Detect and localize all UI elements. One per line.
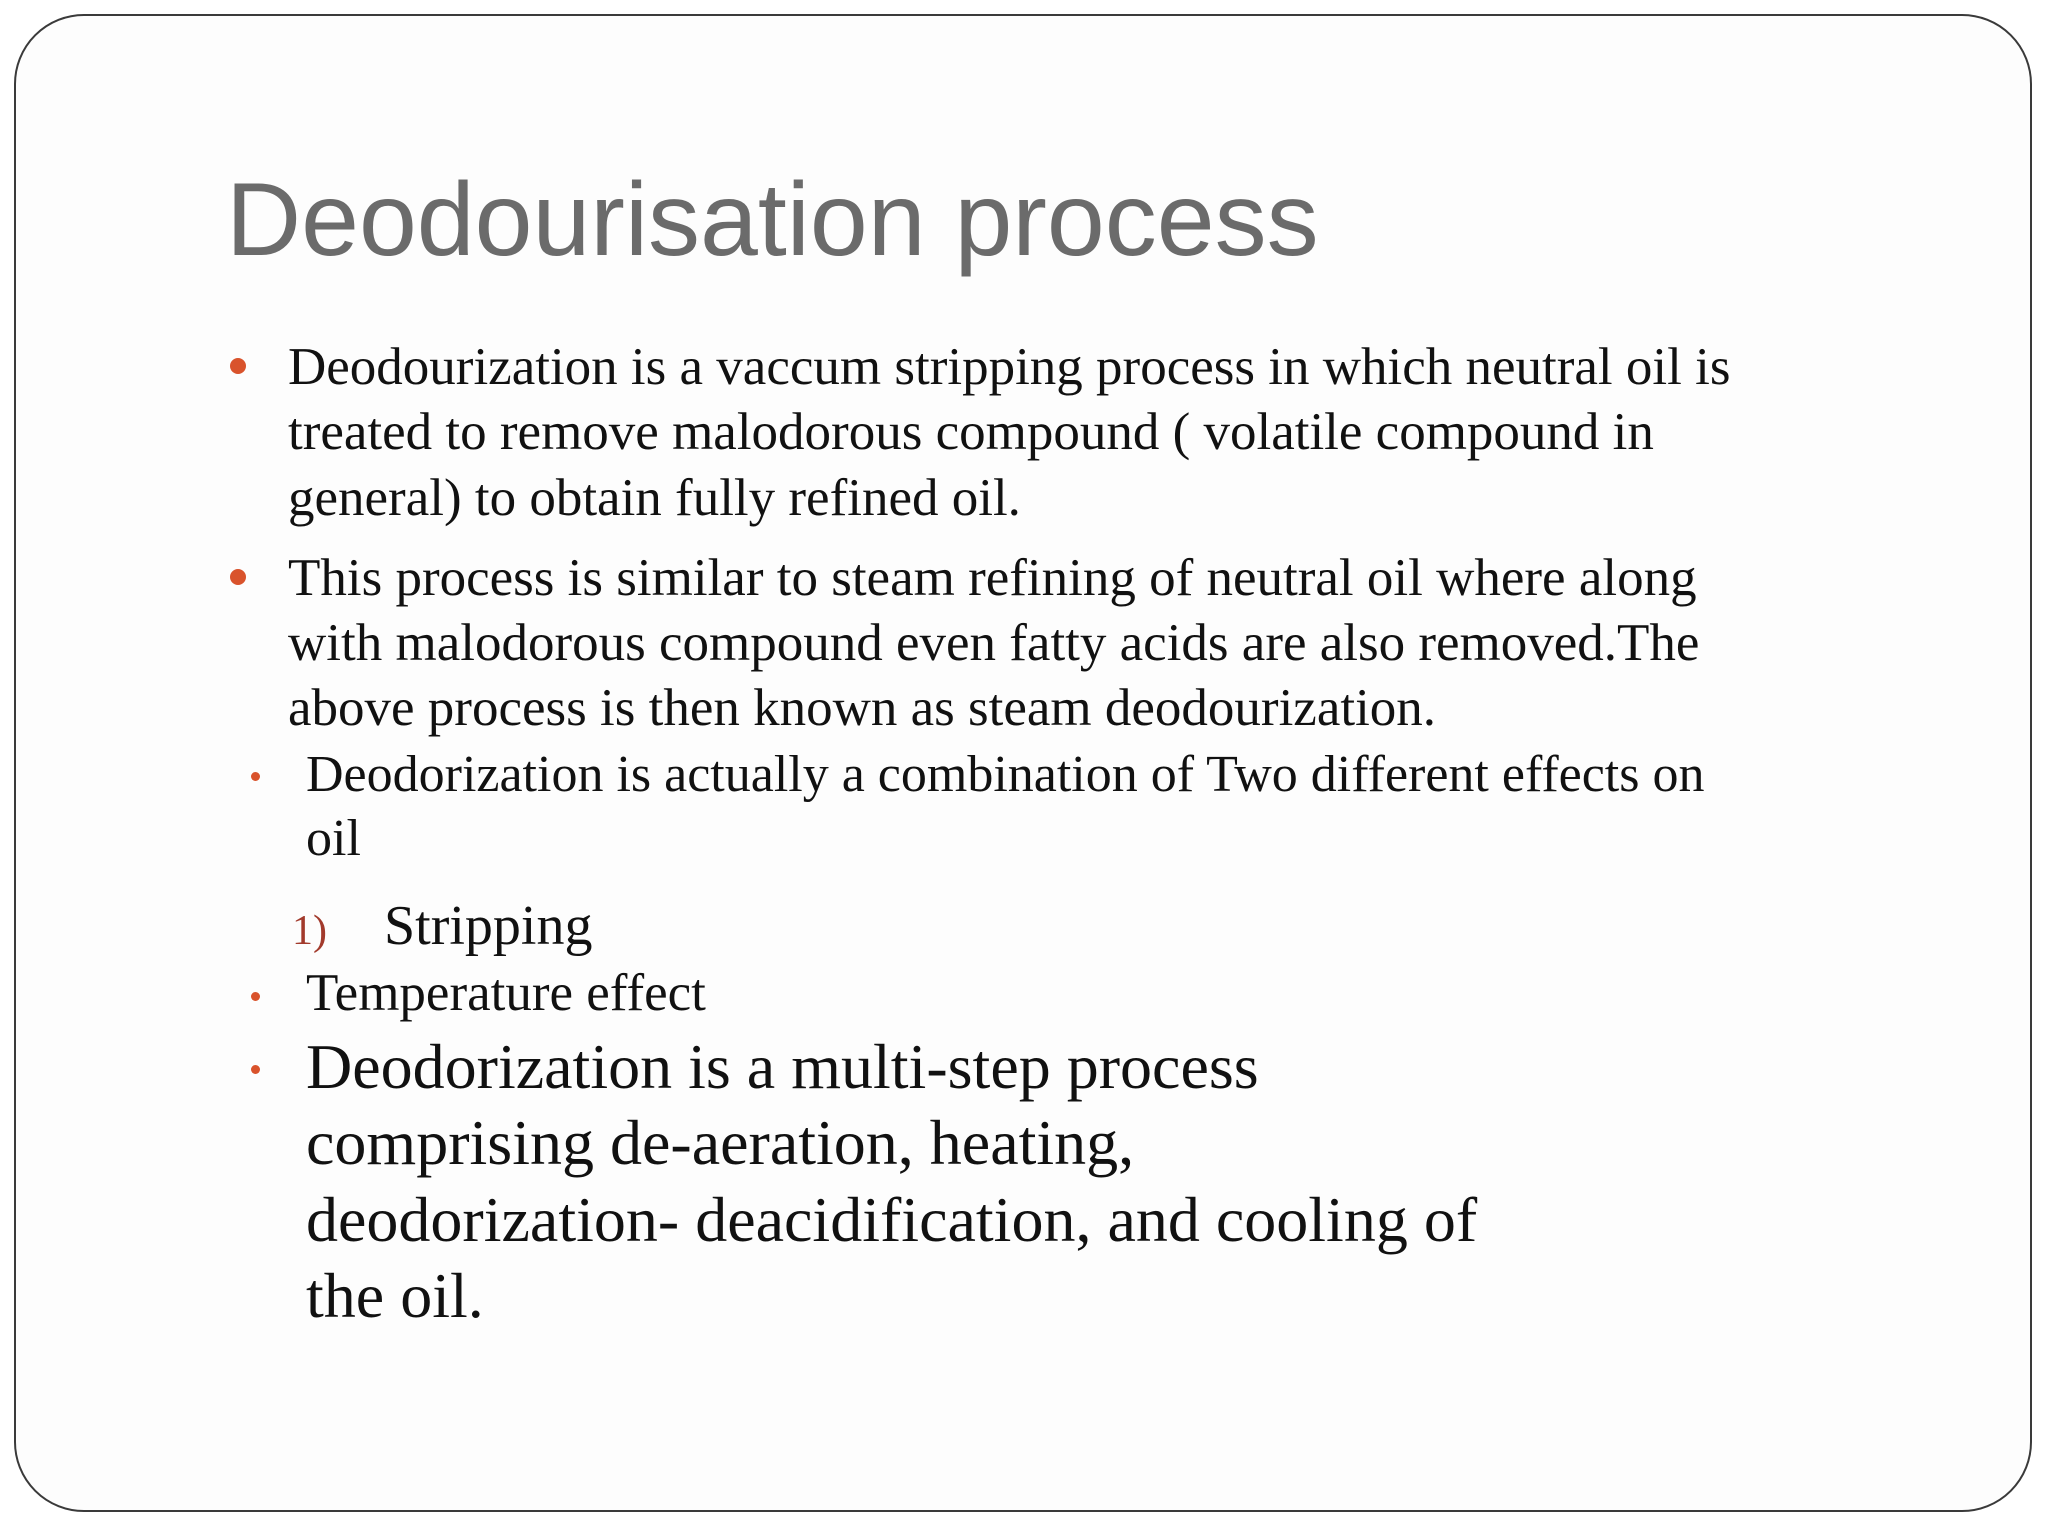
bullet-3-line-2: oil <box>306 810 361 867</box>
bullet-dot-icon <box>251 772 260 781</box>
bullet-5-line-4: the oil. <box>306 1260 484 1331</box>
numbered-item-text: Stripping <box>384 895 593 957</box>
bullet-dot-icon <box>230 569 246 585</box>
bullet-dot-icon <box>230 358 246 374</box>
bullet-5-line-2: comprising de-aeration, heating, <box>306 1107 1135 1178</box>
bullet-2-line-2: with malodorous compound even fatty acids are also removed.The <box>288 614 1700 672</box>
bullet-1-line-3: general) to obtain fully refined oil. <box>288 469 1021 527</box>
list-number: 1) <box>292 908 327 954</box>
bullet-2-line-1: This process is similar to steam refining of neutral oil where along <box>288 549 1697 607</box>
bullet-5-line-1: Deodorization is a multi-step process <box>306 1031 1259 1102</box>
bullet-1-line-1: Deodourization is a vaccum stripping process in which neutral oil is <box>288 338 1731 396</box>
bullet-dot-icon <box>251 992 260 1001</box>
bullet-dot-icon <box>251 1065 260 1074</box>
slide-title: Deodourisation process <box>226 162 1319 278</box>
bullet-2-line-3: above process is then known as steam deodourization. <box>288 679 1437 737</box>
bullet-5-line-3: deodorization- deacidification, and cooling of <box>306 1184 1478 1255</box>
bullet-3-line-1: Deodorization is actually a combination of Two different effects on <box>306 746 1705 803</box>
bullet-4-text: Temperature effect <box>306 964 706 1022</box>
bullet-1-line-2: treated to remove malodorous compound ( volatile compound in <box>288 403 1654 461</box>
